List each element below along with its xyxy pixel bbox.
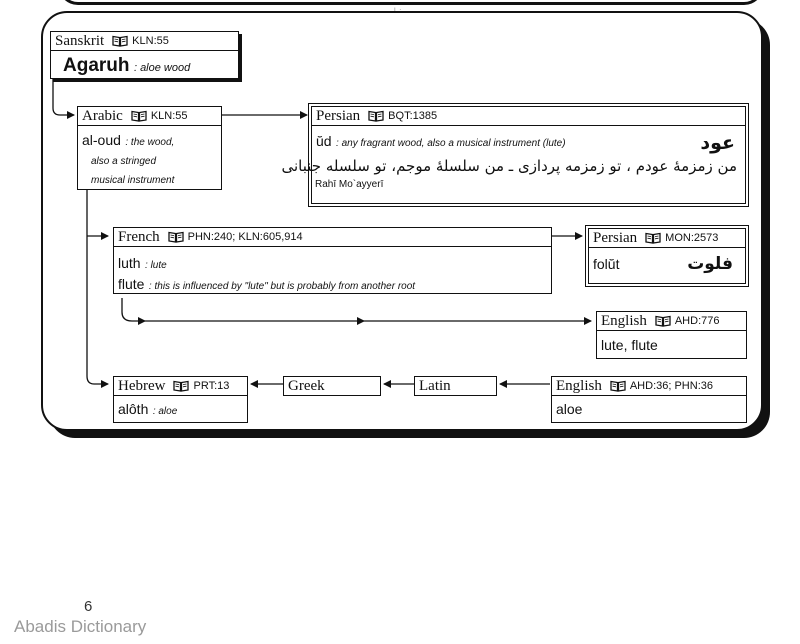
book-icon — [645, 232, 661, 244]
node-persian-oud — [281, 106, 746, 204]
language-label: English — [556, 377, 602, 394]
node-english-aloe — [551, 376, 747, 423]
book-icon — [168, 231, 184, 243]
book-icon — [112, 35, 128, 47]
connector-arabic-hebrew — [87, 376, 108, 384]
etymon-gloss: : the wood, — [125, 137, 175, 148]
reference-code: MON:2573 — [665, 232, 719, 244]
etymon-gloss-line: musical instrument — [91, 175, 175, 186]
etymon-word: alôth — [118, 401, 149, 417]
verse-author: Rahī Mo`ayyerī — [315, 179, 384, 190]
language-label: French — [118, 228, 160, 245]
language-label: Sanskrit — [55, 32, 105, 49]
etymon-word: folŭt — [593, 256, 620, 272]
language-label: Hebrew — [118, 377, 166, 394]
node-hebrew — [113, 376, 248, 423]
book-icon — [131, 110, 147, 122]
persian-native-word: فلوت — [687, 254, 733, 274]
etymon-word: ŭd — [316, 133, 332, 149]
brand-watermark: Abadis Dictionary — [14, 617, 147, 636]
etymon-gloss: : aloe wood — [133, 62, 191, 74]
persian-verse: من زمزمهٔ عودم ، تو زمزمه پردازی ـ من سلسلهٔ موجم، تو سلسله جنبانی — [281, 157, 737, 175]
node-english-lute — [596, 311, 747, 359]
reference-code: KLN:55 — [150, 110, 188, 122]
persian-native-word: عود — [700, 132, 735, 154]
book-icon — [368, 110, 384, 122]
page-number: 6 — [84, 598, 93, 615]
node-persian-folut — [588, 228, 746, 284]
reference-code: AHD:36; PHN:36 — [629, 380, 713, 392]
reference-code: BQT:1385 — [388, 110, 438, 122]
book-icon — [655, 315, 671, 327]
reference-code: PHN:240; KLN:605,914 — [187, 231, 303, 243]
etymon-gloss: : lute — [145, 260, 167, 271]
etymon-word: lute, flute — [601, 337, 658, 353]
language-label: Greek — [288, 377, 325, 394]
connector-french-english — [122, 298, 591, 321]
node-french — [113, 227, 552, 294]
reference-code: KLN:55 — [132, 35, 169, 47]
etymon-word: al-oud — [82, 132, 121, 148]
language-label: Persian — [593, 229, 638, 246]
node-arabic — [77, 106, 222, 190]
node-sanskrit — [50, 31, 239, 79]
book-icon — [173, 380, 189, 392]
node-latin — [414, 376, 497, 396]
reference-code: AHD:776 — [674, 315, 720, 327]
etymon-word: Agaruh — [63, 55, 130, 76]
etymon-word: luth — [118, 255, 141, 271]
etymon-gloss: : this is influenced by "lute" but is probably from another root — [148, 281, 416, 292]
etymon-gloss: : aloe — [152, 406, 178, 417]
etymon-gloss-line: also a stringed — [91, 156, 157, 167]
language-label: English — [601, 312, 647, 329]
etymon-word: flute — [118, 276, 145, 292]
node-greek — [283, 376, 381, 396]
book-icon — [610, 380, 626, 392]
language-label: Latin — [419, 377, 451, 394]
etymon-gloss: : any fragrant wood, also a musical instrument (lute) — [336, 138, 566, 149]
etymon-word: aloe — [556, 401, 583, 417]
language-label: Persian — [316, 107, 361, 124]
reference-code: PRT:13 — [193, 380, 230, 392]
language-label: Arabic — [82, 107, 123, 124]
